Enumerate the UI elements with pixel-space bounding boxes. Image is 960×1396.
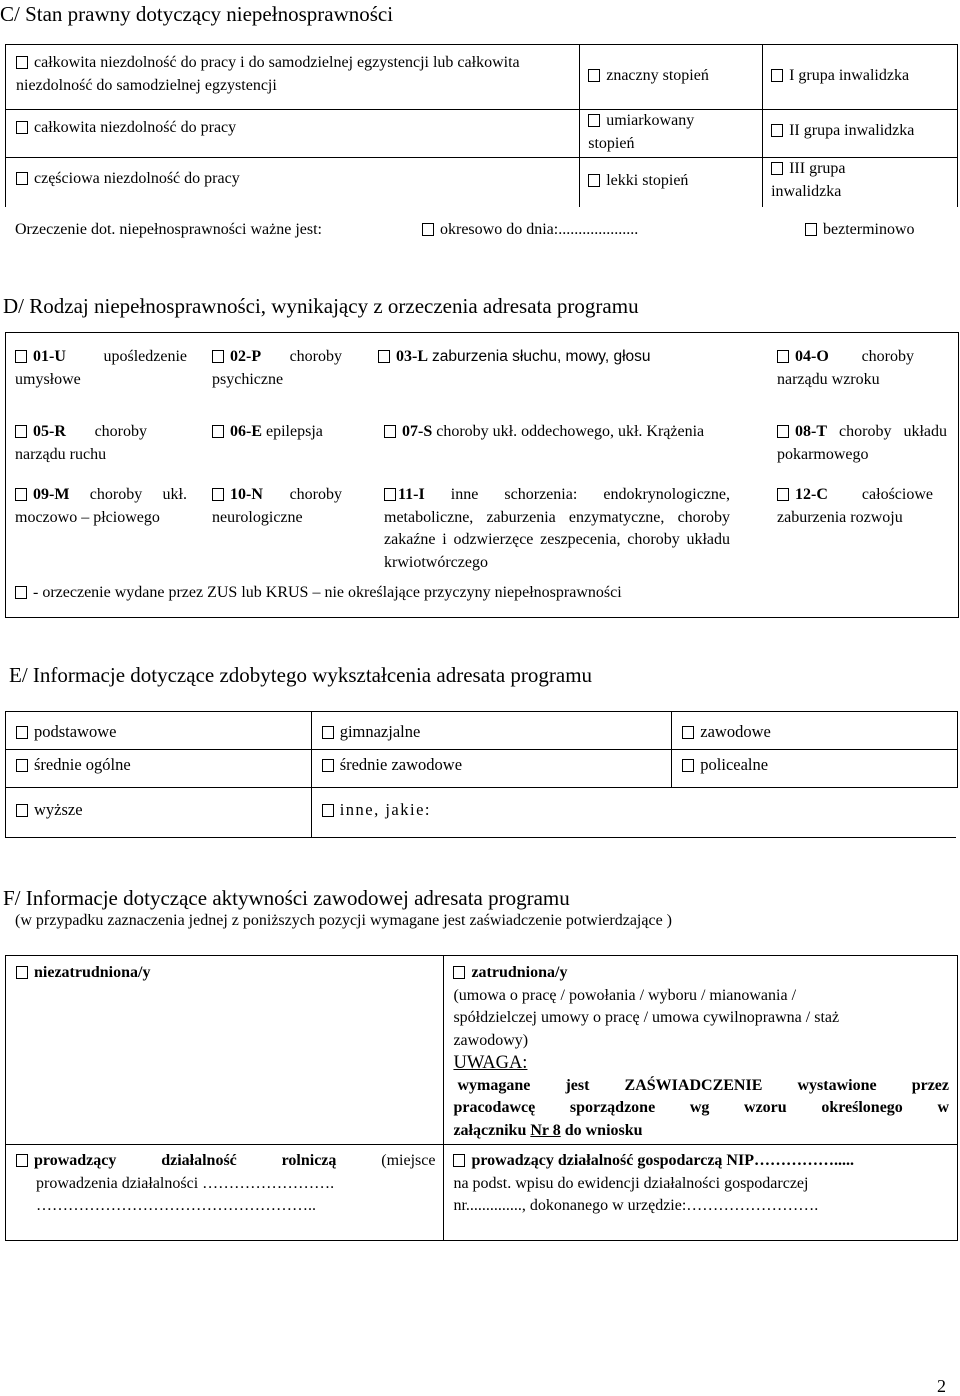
checkbox[interactable] [384,488,396,501]
option-total-incapacity-independent[interactable]: całkowita niezdolność do pracy i do samodzielnej egzystencji lub całkowita niezdolność do samodzielnej egzystencji [16,54,520,94]
option-07-s[interactable]: 07-S choroby ukł. oddechowego, ukł. Krążenia [384,421,710,444]
checkbox[interactable] [453,966,465,979]
checkbox[interactable] [212,488,224,501]
section-c-heading: C/ Stan prawny dotyczący niepełnosprawności [0,2,394,26]
page-number: 2 [937,1376,946,1396]
warning-line-2: pracodawcę sporządzone wg wzoru określonego w [453,1099,949,1116]
option-business[interactable]: prowadzący działalność gospodarczą NIP……………..... [453,1150,957,1173]
business-registry-line: na podst. wpisu do ewidencji działalności gospodarczej [453,1174,809,1192]
checkbox[interactable] [322,804,334,817]
option-mild-degree[interactable]: lekki stopień [580,158,762,193]
option-validity-permanent[interactable]: bezterminowo [805,219,915,242]
checkbox[interactable] [16,56,28,69]
validity-label: Orzeczenie dot. niepełnosprawności ważne jest: [15,221,322,238]
option-moderate-degree[interactable]: umiarkowany stopień [588,112,695,152]
option-significant-degree[interactable]: znaczny stopień [580,45,762,88]
checkbox[interactable] [777,488,789,501]
section-d-heading: D/ Rodzaj niepełnosprawności, wynikający z orzeczenia adresata programu [3,294,639,318]
checkbox[interactable] [588,114,600,127]
option-post-secondary[interactable]: policealne [672,754,957,783]
option-total-incapacity-work[interactable]: całkowita niezdolność do pracy [6,110,579,140]
checkbox[interactable] [378,350,390,363]
option-primary[interactable]: podstawowe [6,718,311,744]
option-04-o[interactable]: 04-O choroby narządu wzroku [777,348,914,388]
option-group-2[interactable]: II grupa inwalidzka [763,110,957,143]
checkbox[interactable] [212,425,224,438]
option-08-t[interactable]: 08-T choroby układu pokarmowego [777,423,947,463]
section-f-note: (w przypadku zaznaczenia jednej z poniższych pozycji wymagane jest zaświadczenie potwierdzające ) [15,912,672,929]
checkbox[interactable] [212,350,224,363]
checkbox[interactable] [16,121,28,134]
option-validity-periodic[interactable]: okresowo do dnia:.................... [422,219,638,242]
option-partial-incapacity-work[interactable]: częściowa niezdolność do pracy [6,158,579,191]
employed-detail-2: spółdzielczej umowy o pracę / umowa cywilnoprawna / staż [453,1009,840,1026]
section-e-heading: E/ Informacje dotyczące zdobytego wykształcenia adresata programu [9,663,593,687]
warning-line-1: wymagane jest ZAŚWIADCZENIE wystawione przez [457,1076,949,1094]
checkbox[interactable] [777,350,789,363]
checkbox[interactable] [771,162,783,175]
checkbox[interactable] [322,726,334,739]
checkbox[interactable] [682,759,694,772]
warning-line-3: załączniku Nr 8 do wniosku [453,1121,643,1139]
option-01-u[interactable]: 01-U upośledzenie umysłowe [15,348,187,388]
option-11-i[interactable]: 11-I inne schorzenia: endokrynologiczne, metaboliczne, zaburzenia enzymatyczne, choroby zakaźne i odzwierzęce zeszpecenia, choroby układu krwiotwórczego [384,486,731,571]
option-12-c[interactable]: 12-C całościowe zaburzenia rozwoju [777,486,933,526]
checkbox[interactable] [15,586,27,599]
checkbox[interactable] [15,488,27,501]
checkbox[interactable] [16,966,28,979]
option-10-n[interactable]: 10-N choroby neurologiczne [212,486,342,526]
option-group-1[interactable]: I grupa inwalidzka [763,45,957,88]
employment-table [5,955,958,1241]
checkbox[interactable] [15,425,27,438]
employed-detail-3: zawodowy) [453,1031,529,1049]
farming-place-line-2: …………………………………………….. [36,1197,316,1214]
option-05-r[interactable]: 05-R choroby narządu ruchu [15,423,147,463]
checkbox[interactable] [16,1154,28,1167]
option-09-m[interactable]: 09-M choroby ukł. moczowo – płciowego [15,486,187,526]
option-vocational[interactable]: zawodowe [672,718,957,744]
checkbox[interactable] [15,350,27,363]
section-f-heading: F/ Informacje dotyczące aktywności zawodowej adresata programu [3,886,570,910]
checkbox[interactable] [422,223,434,236]
option-group-3[interactable]: III grupa inwalidzka [771,160,846,200]
farming-place-line: prowadzenia działalności ……………………. [36,1174,335,1192]
checkbox[interactable] [588,174,600,187]
option-employed[interactable]: zatrudniona/y [453,962,949,985]
option-06-e[interactable]: 06-E epilepsja [212,421,323,444]
checkbox[interactable] [805,223,817,236]
checkbox[interactable] [16,759,28,772]
checkbox[interactable] [16,172,28,185]
checkbox[interactable] [384,425,396,438]
checkbox[interactable] [588,69,600,82]
checkbox[interactable] [771,69,783,82]
education-table [5,711,958,838]
warning-title: UWAGA: [453,1053,528,1073]
checkbox[interactable] [682,726,694,739]
checkbox[interactable] [16,726,28,739]
option-zus-krus[interactable]: - orzeczenie wydane przez ZUS lub KRUS – nie określające przyczyny niepełnosprawności [15,582,622,605]
checkbox[interactable] [453,1154,465,1167]
checkbox[interactable] [16,804,28,817]
option-farming[interactable]: prowadzący działalność rolniczą (miejsce [16,1150,435,1173]
checkbox[interactable] [322,759,334,772]
checkbox[interactable] [777,425,789,438]
legal-status-table [5,44,958,210]
checkbox[interactable] [771,124,783,137]
option-lower-secondary[interactable]: gimnazjalne [312,718,672,744]
option-vocational-secondary[interactable]: średnie zawodowe [312,754,672,783]
option-general-secondary[interactable]: średnie ogólne [6,754,311,783]
option-03-l[interactable]: 03-L zaburzenia słuchu, mowy, głosu [378,346,651,369]
employed-detail-1: (umowa o pracę / powołania / wyboru / mianowania / [453,986,797,1004]
option-02-p[interactable]: 02-P choroby psychiczne [212,348,342,388]
option-other-education[interactable]: inne, jakie: [312,799,957,826]
option-unemployed[interactable]: niezatrudniona/y [6,956,443,985]
option-higher[interactable]: wyższe [6,799,311,826]
business-office-line: nr.............., dokonanego w urzędzie:……………………. [453,1197,819,1214]
